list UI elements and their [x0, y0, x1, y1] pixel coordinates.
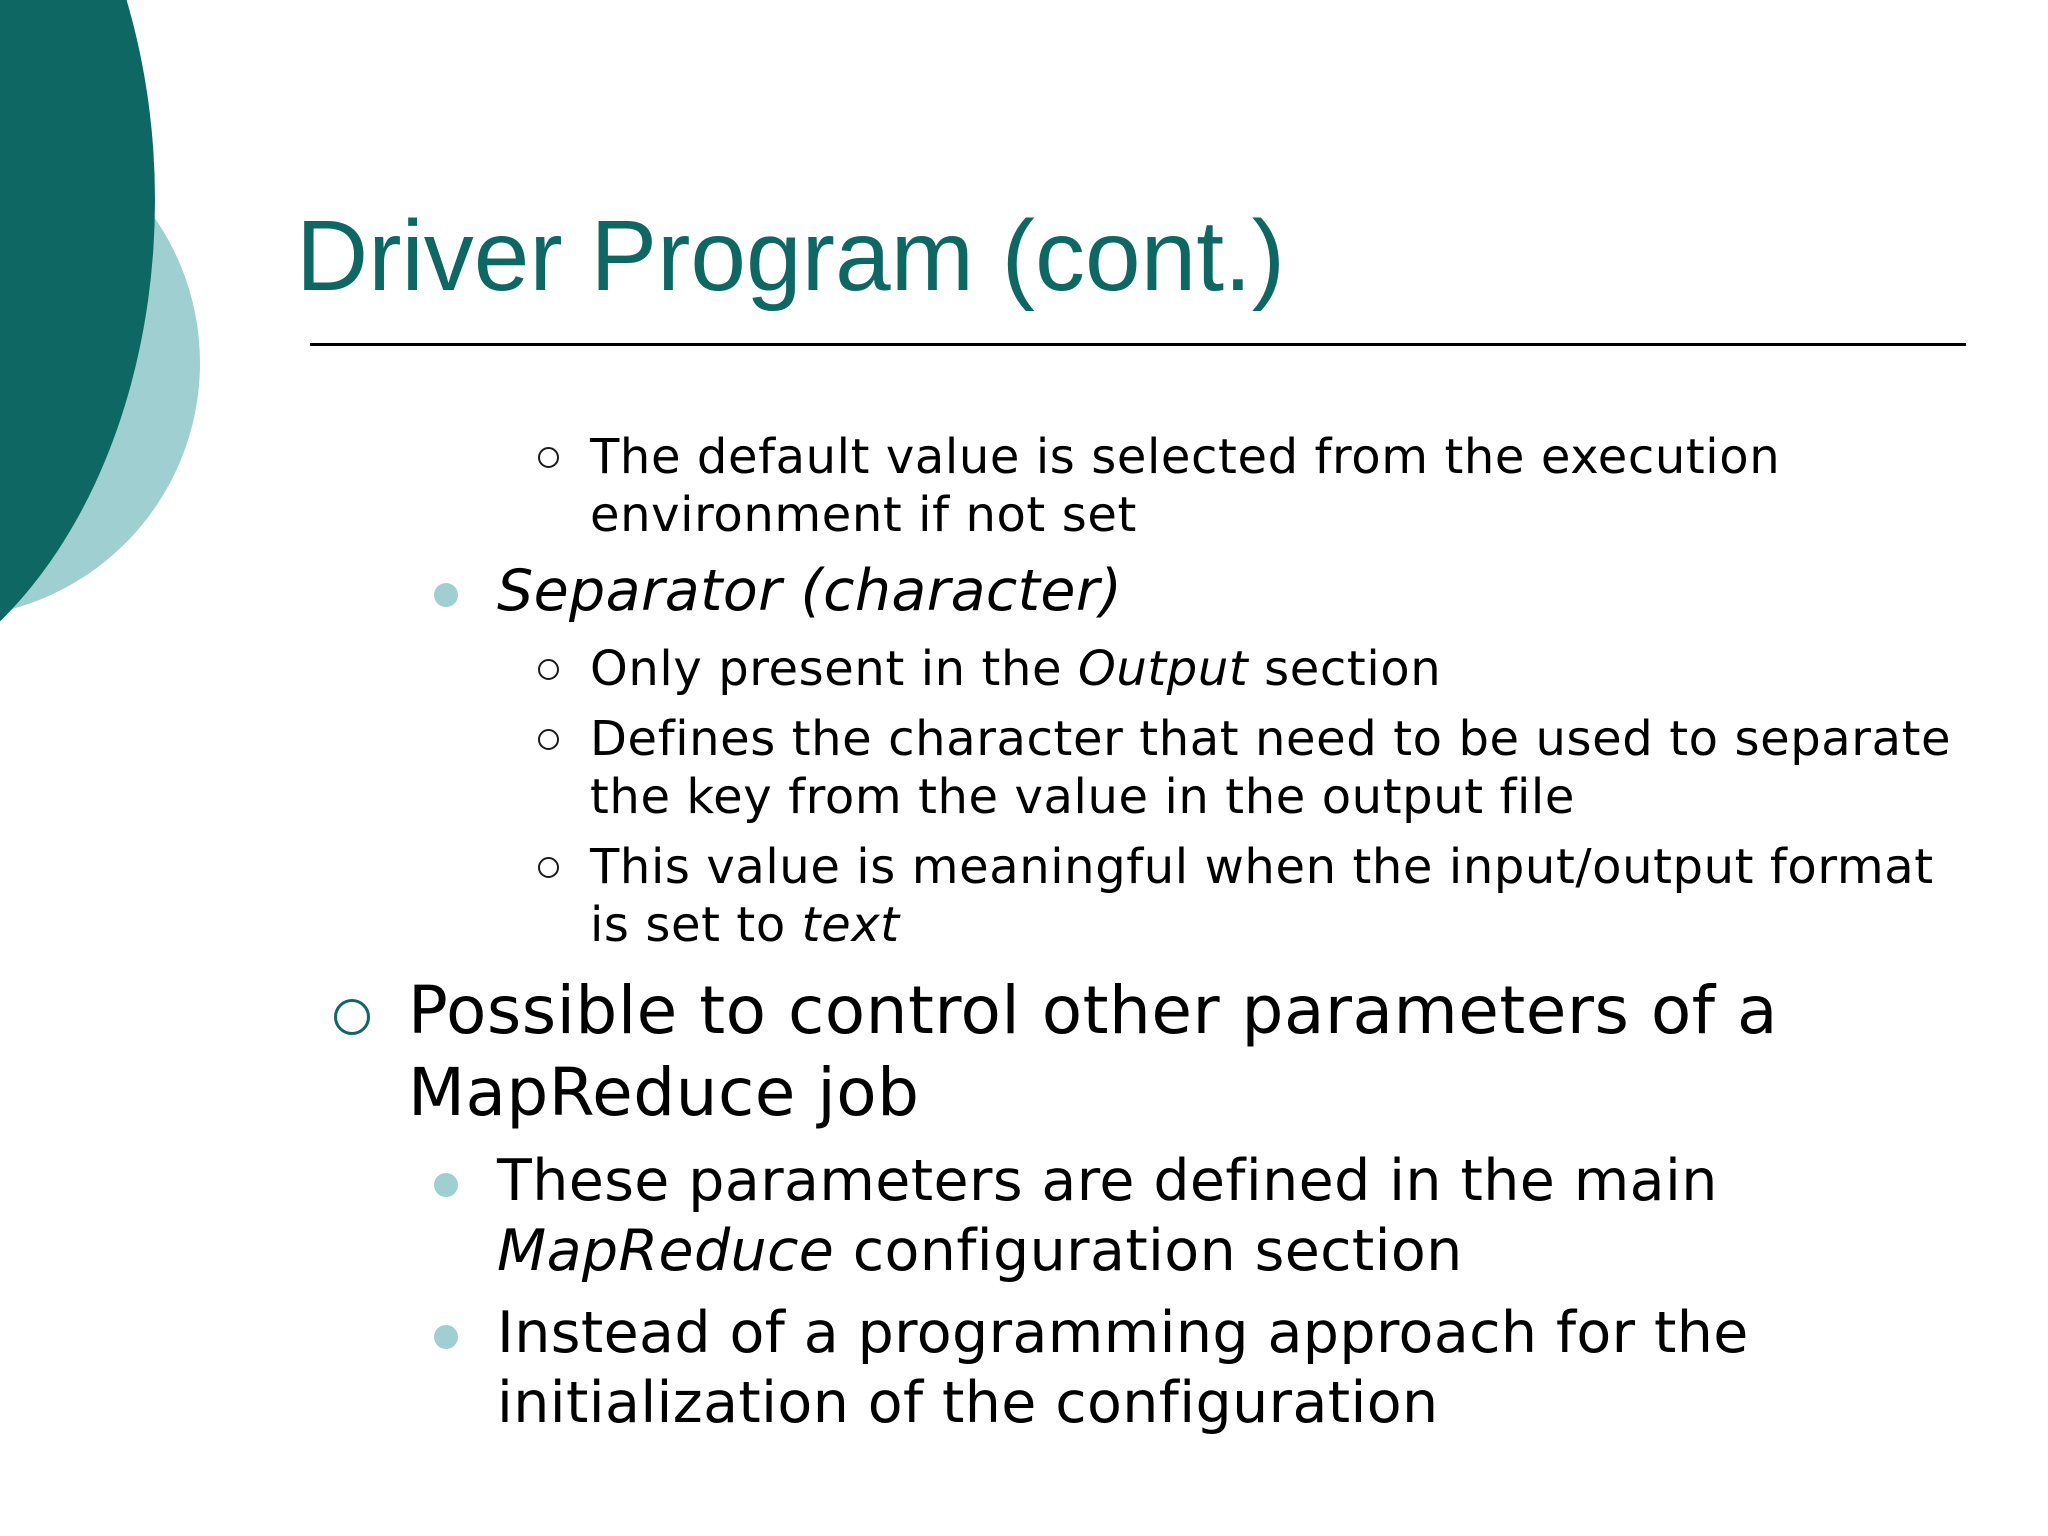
text-run: Defines the character that need to be used to separate — [590, 711, 1952, 767]
text-run: The default value is selected from the execution — [590, 429, 1781, 485]
text-run: the key from the value in the output file — [590, 769, 1575, 825]
title-divider — [310, 343, 1966, 346]
sub-bullet-default-value — [590, 428, 1780, 544]
text-run: Possible to control other parameters of a — [408, 972, 1778, 1049]
bullet-parameters-defined — [497, 1146, 1718, 1286]
ring-bullet-icon — [538, 729, 559, 750]
text-run: is set to — [590, 897, 802, 953]
bullet-text — [497, 1298, 1749, 1438]
dot-bullet-icon — [434, 583, 458, 607]
bullet-text — [590, 428, 1780, 544]
text-run: Only present in the — [590, 641, 1078, 697]
text-run: configuration section — [834, 1218, 1463, 1284]
dot-bullet-icon — [434, 1173, 458, 1197]
bullet-text — [590, 710, 1951, 826]
italic-text-run: Output — [1077, 641, 1249, 697]
sub-bullet-output-section — [590, 640, 1441, 698]
bullet-instead-programming — [497, 1298, 1749, 1438]
ring-bullet-icon — [538, 857, 559, 878]
text-run: Instead of a programming approach for the — [497, 1300, 1749, 1366]
text-run: initialization of the configuration — [497, 1370, 1439, 1436]
bullet-text — [590, 838, 1934, 954]
bullet-text — [497, 1146, 1718, 1286]
bullet-text — [408, 970, 1778, 1134]
italic-text-run: text — [801, 897, 900, 953]
text-run: MapReduce job — [408, 1054, 920, 1131]
bullet-separator — [497, 556, 1122, 626]
slide-title: Driver Program (cont.) — [296, 200, 1286, 312]
sub-bullet-meaningful-format — [590, 838, 1934, 954]
bullet-control-parameters — [408, 970, 1778, 1134]
text-run: section — [1248, 641, 1442, 697]
ring-bullet-icon — [538, 447, 559, 468]
text-run: These parameters are defined in the main — [497, 1148, 1718, 1214]
text-run: This value is meaningful when the input/output format — [590, 839, 1934, 895]
italic-text-run: MapReduce — [497, 1218, 835, 1284]
sub-bullet-defines-character — [590, 710, 1951, 826]
dot-bullet-icon — [434, 1325, 458, 1349]
bullet-text — [497, 556, 1122, 626]
ring-bullet-icon — [334, 999, 370, 1035]
italic-text-run: Separator (character) — [497, 558, 1123, 624]
ring-bullet-icon — [538, 659, 559, 680]
bullet-text — [590, 640, 1441, 698]
text-run: environment if not set — [590, 487, 1137, 543]
